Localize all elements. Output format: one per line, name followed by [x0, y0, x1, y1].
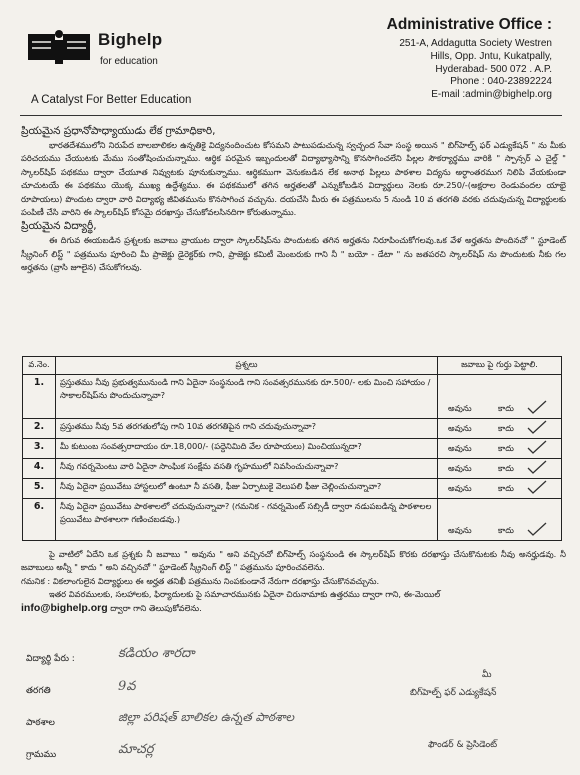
row-number: 4.	[23, 459, 56, 479]
brand-subtitle: for education	[100, 56, 158, 67]
contact-email[interactable]: info@bighelp.org	[21, 601, 108, 614]
yes-option[interactable]: అవును	[448, 525, 472, 535]
table-row	[23, 419, 562, 439]
class-label: తరగతి	[26, 686, 51, 696]
contact-text: ఇతర వివరములకు, సలహాలకు, ఫిర్యాదులకు పై సమాచారమునకు ఏదైనా చిరునామాకు ఉత్తరము ద్వారా గాని, ఈ-మెయిల్	[49, 589, 441, 600]
village-value[interactable]: మాచర్ల	[118, 742, 154, 757]
answer-cell[interactable]	[438, 499, 562, 541]
eligibility-table	[22, 356, 562, 541]
closing-text	[21, 548, 566, 615]
office-title: Administrative Office :	[386, 16, 552, 33]
yes-option[interactable]: అవును	[448, 443, 472, 453]
row-number: 2.	[23, 419, 56, 439]
answer-cell[interactable]	[438, 479, 562, 499]
salutation-headmaster: ప్రియమైన ప్రధానోపాధ్యాయుడు లేక గ్రామాధికారి,	[21, 125, 216, 137]
no-option[interactable]: కాదు	[498, 483, 514, 493]
checkmark-icon	[527, 480, 547, 494]
contact-paragraph	[21, 588, 566, 601]
question-text: ప్రస్తుతము నీవు 5వ తరగతులోపు గాని 10వ తరగతిపైన గాని చదువుచున్నావా?	[56, 419, 438, 439]
row-number: 5.	[23, 479, 56, 499]
eligibility-note: పై వాటిలో ఏదేని ఒక ప్రశ్నకు నీ జవాబు " అవును " అని వచ్చినచో బిగ్‌హెల్ప్ సంస్థనుండి ఈ స్కాలర్‌షిప్ కొరకు దరఖాస్తు చేసుకొనుటకు నీవు అనర్హుడవు. నీ జవాబులు అన్నీ " కాదు " అని వచ్చినచో " స్టూడెంట్ స్క్రీనింగ్ లిస్ట్ " పత్రమును పూరించవలెను.	[21, 549, 566, 573]
class-value[interactable]: 9వ	[118, 679, 136, 694]
contact-email-line	[21, 602, 566, 615]
yes-option[interactable]: అవును	[448, 463, 472, 473]
student-name-value[interactable]: కడియం శారదా	[118, 646, 195, 661]
no-option[interactable]: కాదు	[498, 423, 514, 433]
table-row	[23, 459, 562, 479]
table-header-row	[23, 357, 562, 375]
header-divider	[20, 115, 562, 116]
school-label: పాఠశాల	[26, 718, 55, 728]
phone-line: Phone : 040-23892224	[450, 76, 552, 88]
table-row	[23, 439, 562, 459]
no-option[interactable]: కాదు	[498, 525, 514, 535]
answer-cell[interactable]	[438, 439, 562, 459]
question-text: ప్రస్తుతము నీవు ప్రభుత్వమునుండి గాని ఏదైనా సంస్థనుండి గాని సంవత్సరమునకు రూ.500/- లకు మించి సహాయం / సాకాలర్‌షిప్‌ను పొందుచున్నావా?	[56, 375, 438, 419]
address-line: 251-A, Addagutta Society Westren	[399, 38, 552, 49]
no-option[interactable]: కాదు	[498, 443, 514, 453]
checkmark-icon	[527, 460, 547, 474]
founder-title: ఫౌండర్ & ప్రెసిడెంట్	[428, 740, 498, 750]
table-row	[23, 375, 562, 419]
closing-mi: మీ	[482, 670, 492, 680]
checkmark-icon	[527, 420, 547, 434]
contact-tail: ద్వారా గాని తెలుపుకోవలెను.	[110, 602, 202, 613]
col-header-answer: జవాబు పై గుర్తు పెట్టాలి.	[438, 357, 562, 375]
col-header-questions: ప్రశ్నలు	[56, 357, 438, 375]
question-text: నీవు ఏదైనా ప్రయివేటు పాఠశాలలో చదువుచున్నావా? (గమనిక - గవర్నమెంట్ సబ్సిడీ ద్వారా నడుపబడిన్న పాఠశాలల ప్రయివేటు పాఠశాలగా గణించబడవు.)	[56, 499, 438, 541]
letter-body	[21, 124, 566, 275]
village-label: గ్రామము	[26, 750, 57, 760]
brand-name: Bighelp	[98, 30, 163, 49]
no-option[interactable]: కాదు	[498, 463, 514, 473]
question-text: నీవు గవర్నమెంటు వారి ఏదైనా సాంఘిక సంక్షేమ వసతి గృహములో నివసించుచున్నావా?	[56, 459, 438, 479]
address-line: Hills, Opp. Jntu, Kukatpally,	[430, 50, 552, 62]
intro-paragraph: భారతదేశములోని నిరుపేద బాలబాలికల ఉన్నతికై విద్యనందించుట కోసమని పాటుపడుచున్న స్వచ్ఛంద సేవా సంస్థ అయిన " బిగ్‌హెల్ప్ ఫర్ ఎడ్యుకేషన్ " ను మీకు పరిచయము చేయుటకు మేము సంతోషించుచున్నాము. ఆర్థిక పరమైన ఇబ్బందులతో విద్యాభ్యాసాన్ని కొనసాగించలేని పిల్లల సౌకర్యార్థము వారికి " స్పాన్సర్ ఎ చైల్డ్ " స్కాలర్‌షిప్ పథకము ద్వారా చేయూత నివ్వుటకు పూనుకున్నాము. ఆర్థికముగా వెనుకబడిన లేక అనాథ పిల్లలు పాఠశాల విద్యను అర్ధాంతరముగ నిలిపి వేయకుండా చూచుటయే ఈ పథకము యొక్క ముఖ్య ఉద్దేశ్యము. ఈ పథకములో తగిన అర్హతలతో ఎన్నుకోబడిన విద్యార్థులు నెలకు రూ.250/-(అక్షరాల రెండువందల యాభై రూపాయలు) పొందుట ద్వారా వారి విద్యాభ్య జీవితమును కొనసాగించ వచ్చును. దయచేసి మీరు ఈ పత్రములను 5 నుండి 10 వ తరగతి వరకు చదువుచున్న విద్యార్థులకు పంపిణీ చేసి వారిని ఈ స్కాలర్‌షిప్ కోసమై దరఖాస్తు చేసుకోవలసినదిగా కోరుతున్నాము.	[21, 140, 566, 218]
email-line: E-mail :admin@bighelp.org	[431, 89, 552, 101]
salutation-student: ప్రియమైన విద్యార్థీ,	[21, 220, 97, 233]
letterhead	[0, 0, 580, 120]
no-option[interactable]: కాదు	[498, 403, 514, 413]
yes-option[interactable]: అవును	[448, 403, 472, 413]
col-header-number: వ.నెం.	[23, 357, 56, 375]
student-name-label: విద్యార్థి పేరు :	[26, 654, 75, 664]
yes-option[interactable]: అవును	[448, 483, 472, 493]
org-signature-line: బిగ్‌హెల్ప్ ఫర్ ఎడ్యుకేషన్	[410, 688, 497, 698]
row-number: 3.	[23, 439, 56, 459]
answer-cell[interactable]	[438, 375, 562, 419]
disabled-note: గమనిక : వికలాంగులైన విద్యార్థులు ఈ అర్హత తనిఖీ పత్రమును నింపకుండానే నేరుగా దరఖాస్తు చేసుకొనవచ్చును.	[21, 575, 380, 586]
answer-cell[interactable]	[438, 419, 562, 439]
school-value[interactable]: జిల్లా పరిషత్ బాలికల ఉన్నత పాఠశాల	[118, 710, 295, 724]
table-row	[23, 479, 562, 499]
checkmark-icon	[527, 440, 547, 454]
office-address	[387, 16, 552, 102]
row-number: 6.	[23, 499, 56, 541]
address-line: Hyderabad- 500 072 . A.P.	[435, 63, 552, 75]
table-row	[23, 499, 562, 541]
instruction-paragraph: ఈ దిగువ ఈయబడిన ప్రశ్నలకు జవాబు వ్రాయుట ద్వారా స్కాలర్‌షిప్‌ను పొందుటకు తగిన అర్హతను నిరూపించుకోగలవు.ఒక వేళ అర్హతను పొందినచో " స్టూడెంట్ స్క్రీనింగ్ లిస్ట్ " పత్రమును పూరించి మీ ప్రాజెక్టు డైరెక్టర్‌కు గాని, ప్రాజెక్టు కమిటీ మెంబరుకు గాని నీ " బయో - డేటా " ను జతపరచి స్కాలర్‌షిప్ ను పొందుటకు నీకు గల అర్హతను (వ్రాసి జూలైన) చేసుకోగలవు.	[21, 235, 566, 273]
yes-option[interactable]: అవును	[448, 423, 472, 433]
tagline: A Catalyst For Better Education	[31, 94, 192, 106]
checkmark-icon	[527, 522, 547, 536]
question-text: మీ కుటుంబ సంవత్సరాదాయం రూ.18,000/- (పద్దెనిమిది వేల రూపాయలు) మించియున్నదా?	[56, 439, 438, 459]
row-number: 1.	[23, 375, 56, 419]
question-text: నీవు ఏదైనా ప్రయివేటు హాస్టలులో ఉంటూ నీ వసతి, ఫీజు ఏర్పాటుకై వెలుపలి ఫీజు చెల్లించుచున్నావా?	[56, 479, 438, 499]
answer-cell[interactable]	[438, 459, 562, 479]
checkmark-icon	[527, 400, 547, 414]
open-book-logo-icon	[28, 30, 90, 64]
